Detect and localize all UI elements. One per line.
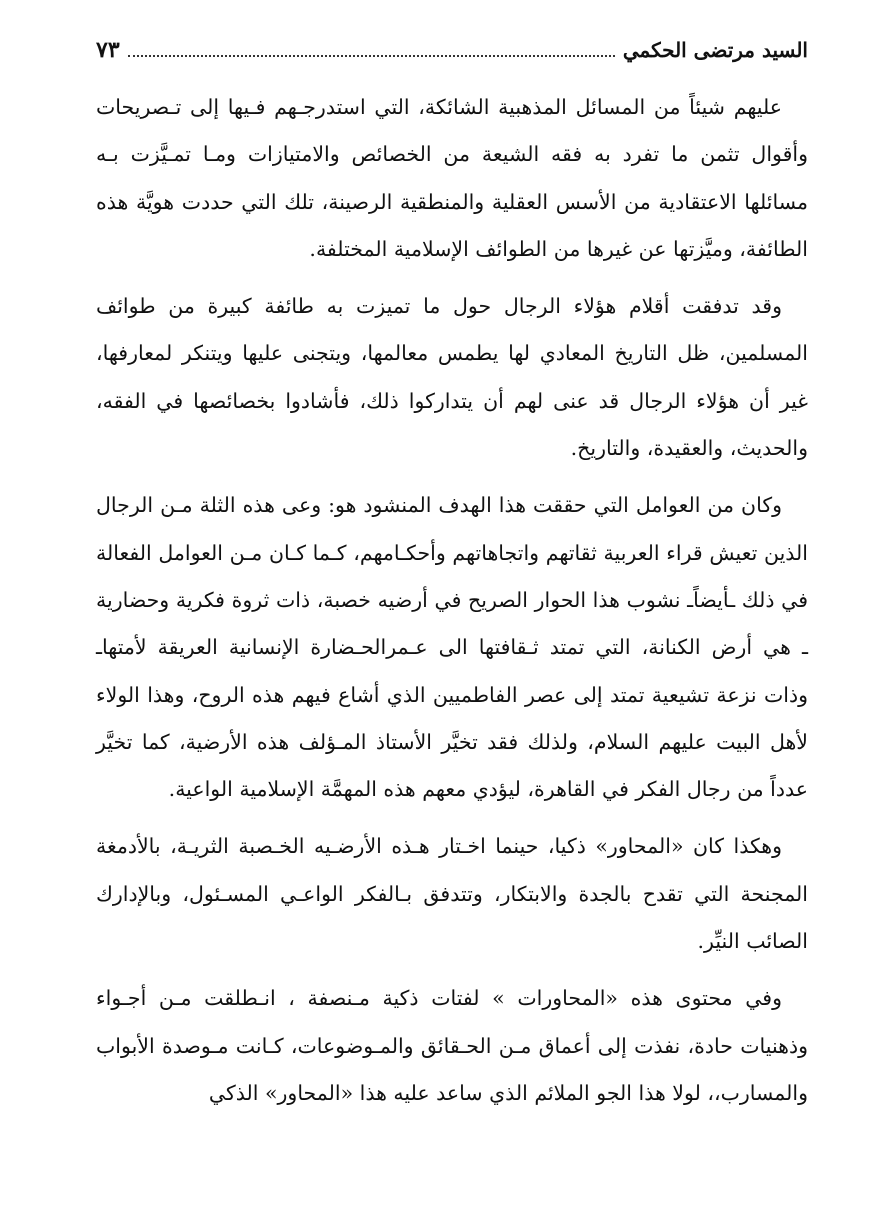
running-head [96, 30, 808, 70]
paragraph-5: وفي محتوى هذه «المحاورات » لفتات ذكية مـنصفة ، انـطلقت مـن أجـواء وذهنيات حادة، نفذت إلى أعماق مـن الحـقائق والمـوضوعات، كـانت مـوصدة الأبواب والمسارب،، لولا هذا الجو الملائم الذي ساعد عليه هذا «المحاور» الذكي [96, 986, 808, 1105]
book-page [96, 30, 808, 1127]
paragraph-3: وكان من العوامل التي حققت هذا الهدف المنشود هو: وعى هذه الثلة مـن الرجال الذين تعيش قراء العربية ثقاتهم واتجاهاتهم وأحكـامهم، كـما كـان مـن العوامل الفعالة في ذلك ـأيضاًـ نشوب هذا الحوار الصريح في أرضيه خصبة، ذات ثروة فكرية وحضارية ـ هي أرض الكنانة، التي تمتد ثـقافتها الى عـمرالحـضارة الإنسانية العريقة لأمتهاـ وذات نزعة تشيعية تمتد إلى عصر الفاطميين الذي أشاع فيهم هذه الروح، وهذا الولاء لأهل البيت عليهم السلام، ولذلك فقد تخيَّر الأستاذ المـؤلف هذه الأرضية، كما تخيَّر عدداً من رجال الفكر في القاهرة، ليؤدي معهم هذه المهمَّة الإسلامية الواعية. [96, 493, 808, 802]
dotted-leader [128, 31, 615, 57]
body-text [96, 84, 808, 1117]
page-number: ٧٣ [96, 37, 120, 63]
paragraph-4: وهكذا كان «المحاور» ذكيا، حينما اخـتار هـذه الأرضـيه الخـصبة الثريـة، بالأدمغة المجنحة التي تقدح بالجدة والابتكار، وتتدفق بـالفكر الواعـي المسـئول، وبالإدارك الصائب النيِّر. [96, 834, 808, 954]
running-head-author: السيد مرتضى الحكمي [622, 38, 808, 62]
paragraph-1: عليهم شيئاً من المسائل المذهبية الشائكة، التي استدرجـهم فـيها إلى تـصريحات وأقوال تثمن ما تفرد به فقه الشيعة من الخصائص والامتيازات ومـا تمـيَّزت بـه مسائلها الاعتقادية من الأسس العقلية والمنطقية الرصينة، تلك التي حددت هويَّة هذه الطائفة، وميَّزتها عن غيرها من الطوائف الإسلامية المختلفة. [96, 95, 808, 261]
paragraph-2: وقد تدفقت أقلام هؤلاء الرجال حول ما تميزت به طائفة كبيرة من طوائف المسلمين، ظل التاريخ المعادي لها يطمس معالمها، ويتجنى عليها ويتنكر لمعارفها، غير أن هؤلاء الرجال قد عنى لهم أن يتداركوا ذلك، فأشادوا بخصائصها في الفقه، والحديث، والعقيدة، والتاريخ. [96, 294, 808, 461]
